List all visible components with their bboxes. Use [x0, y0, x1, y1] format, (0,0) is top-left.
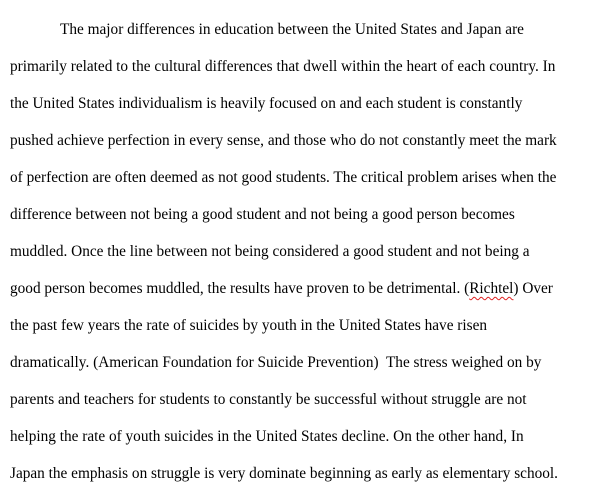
paragraph-line-9: the past few years the rate of suicides by youth in the United States have risen — [10, 317, 488, 334]
paragraph-line-5: of perfection are often deemed as not good students. The critical problem arises when the — [10, 169, 557, 186]
paragraph-line-10: dramatically. (American Foundation for Suicide Prevention) The stress weighed on by — [10, 354, 542, 371]
paragraph-line-3: the United States individualism is heavily focused on and each student is constantly — [10, 95, 523, 112]
paragraph-line-4: pushed achieve perfection in every sense, and those who do not constantly meet the mark — [10, 132, 557, 149]
paragraph-line-8 — [10, 277, 595, 301]
paragraph-line-8-text: good person becomes muddled, the results have proven to be detrimental. ( — [10, 280, 470, 297]
paragraph-line-1: The major differences in education between the United States and Japan are — [60, 21, 524, 38]
paragraph-line-11: parents and teachers for students to constantly be successful without struggle are not — [10, 391, 527, 408]
paragraph-line-13: Japan the emphasis on struggle is very dominate beginning as early as elementary school. — [10, 465, 558, 482]
spellcheck-flagged-word[interactable]: Richtel — [469, 280, 514, 297]
paragraph-line-2: primarily related to the cultural differences that dwell within the heart of each country. In — [10, 58, 556, 75]
paragraph-line-12: helping the rate of youth suicides in the United States decline. On the other hand, In — [10, 428, 524, 445]
paragraph-line-6: difference between not being a good student and not being a good person becomes — [10, 206, 515, 223]
paragraph-line-7: muddled. Once the line between not being considered a good student and not being a — [10, 243, 530, 260]
paragraph-line-8-tail: ) Over — [513, 280, 553, 297]
